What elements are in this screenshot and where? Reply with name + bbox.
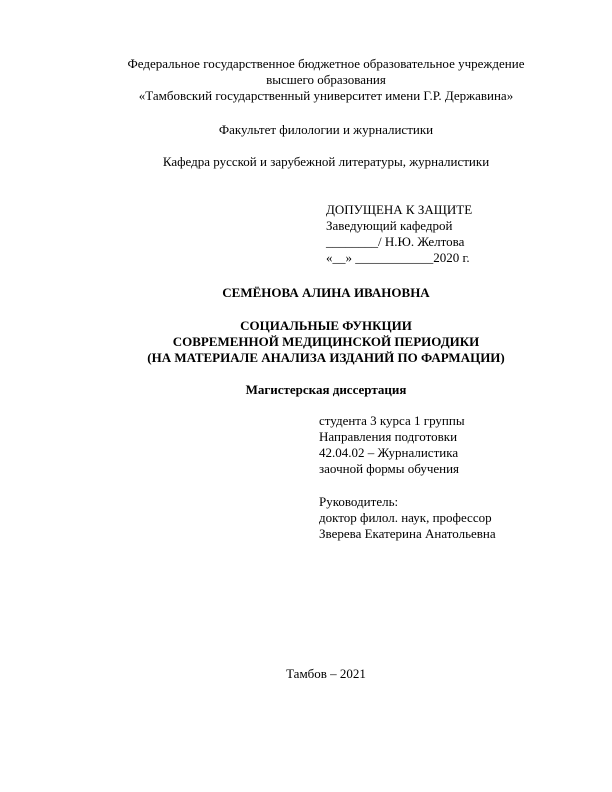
thesis-title-line-3: (НА МАТЕРИАЛЕ АНАЛИЗА ИЗДАНИЙ ПО ФАРМАЦИИ) (147, 350, 505, 365)
approval-block (326, 202, 472, 266)
city-year: Тамбов – 2021 (286, 666, 366, 681)
approval-role: Заведующий кафедрой (326, 218, 453, 233)
institution-block (0, 56, 612, 104)
supervisor-degree: доктор филол. наук, профессор (319, 510, 492, 525)
approval-signature: ________/ Н.Ю. Желтова (326, 234, 465, 249)
student-info-line-1: студента 3 курса 1 группы (319, 413, 465, 428)
student-info-line-4: заочной формы обучения (319, 461, 460, 476)
institution-line-3: «Тамбовский государственный университет имени Г.Р. Державина» (138, 88, 514, 103)
student-info-line-2: Направления подготовки (319, 429, 458, 444)
student-info-line-3: 42.04.02 – Журналистика (319, 445, 459, 460)
thesis-title-line-2: СОВРЕМЕННОЙ МЕДИЦИНСКОЙ ПЕРИОДИКИ (172, 334, 480, 349)
faculty: Факультет филологии и журналистики (218, 122, 434, 137)
department: Кафедра русской и зарубежной литературы, журналистики (162, 154, 490, 169)
work-type: Магистерская диссертация (245, 382, 407, 397)
institution-line-1: Федеральное государственное бюджетное образовательное учреждение (127, 56, 525, 71)
author-name: СЕМЁНОВА АЛИНА ИВАНОВНА (222, 285, 430, 300)
approval-title: ДОПУЩЕНА К ЗАЩИТЕ (326, 202, 473, 217)
supervisor-block (319, 494, 496, 542)
approval-date: «__» ____________2020 г. (326, 250, 470, 265)
thesis-title (0, 318, 612, 366)
institution-line-2: высшего образования (266, 72, 386, 87)
thesis-title-line-1: СОЦИАЛЬНЫЕ ФУНКЦИИ (240, 318, 412, 333)
supervisor-label: Руководитель: (319, 494, 399, 509)
student-info (319, 413, 465, 477)
supervisor-name: Зверева Екатерина Анатольевна (319, 526, 496, 541)
